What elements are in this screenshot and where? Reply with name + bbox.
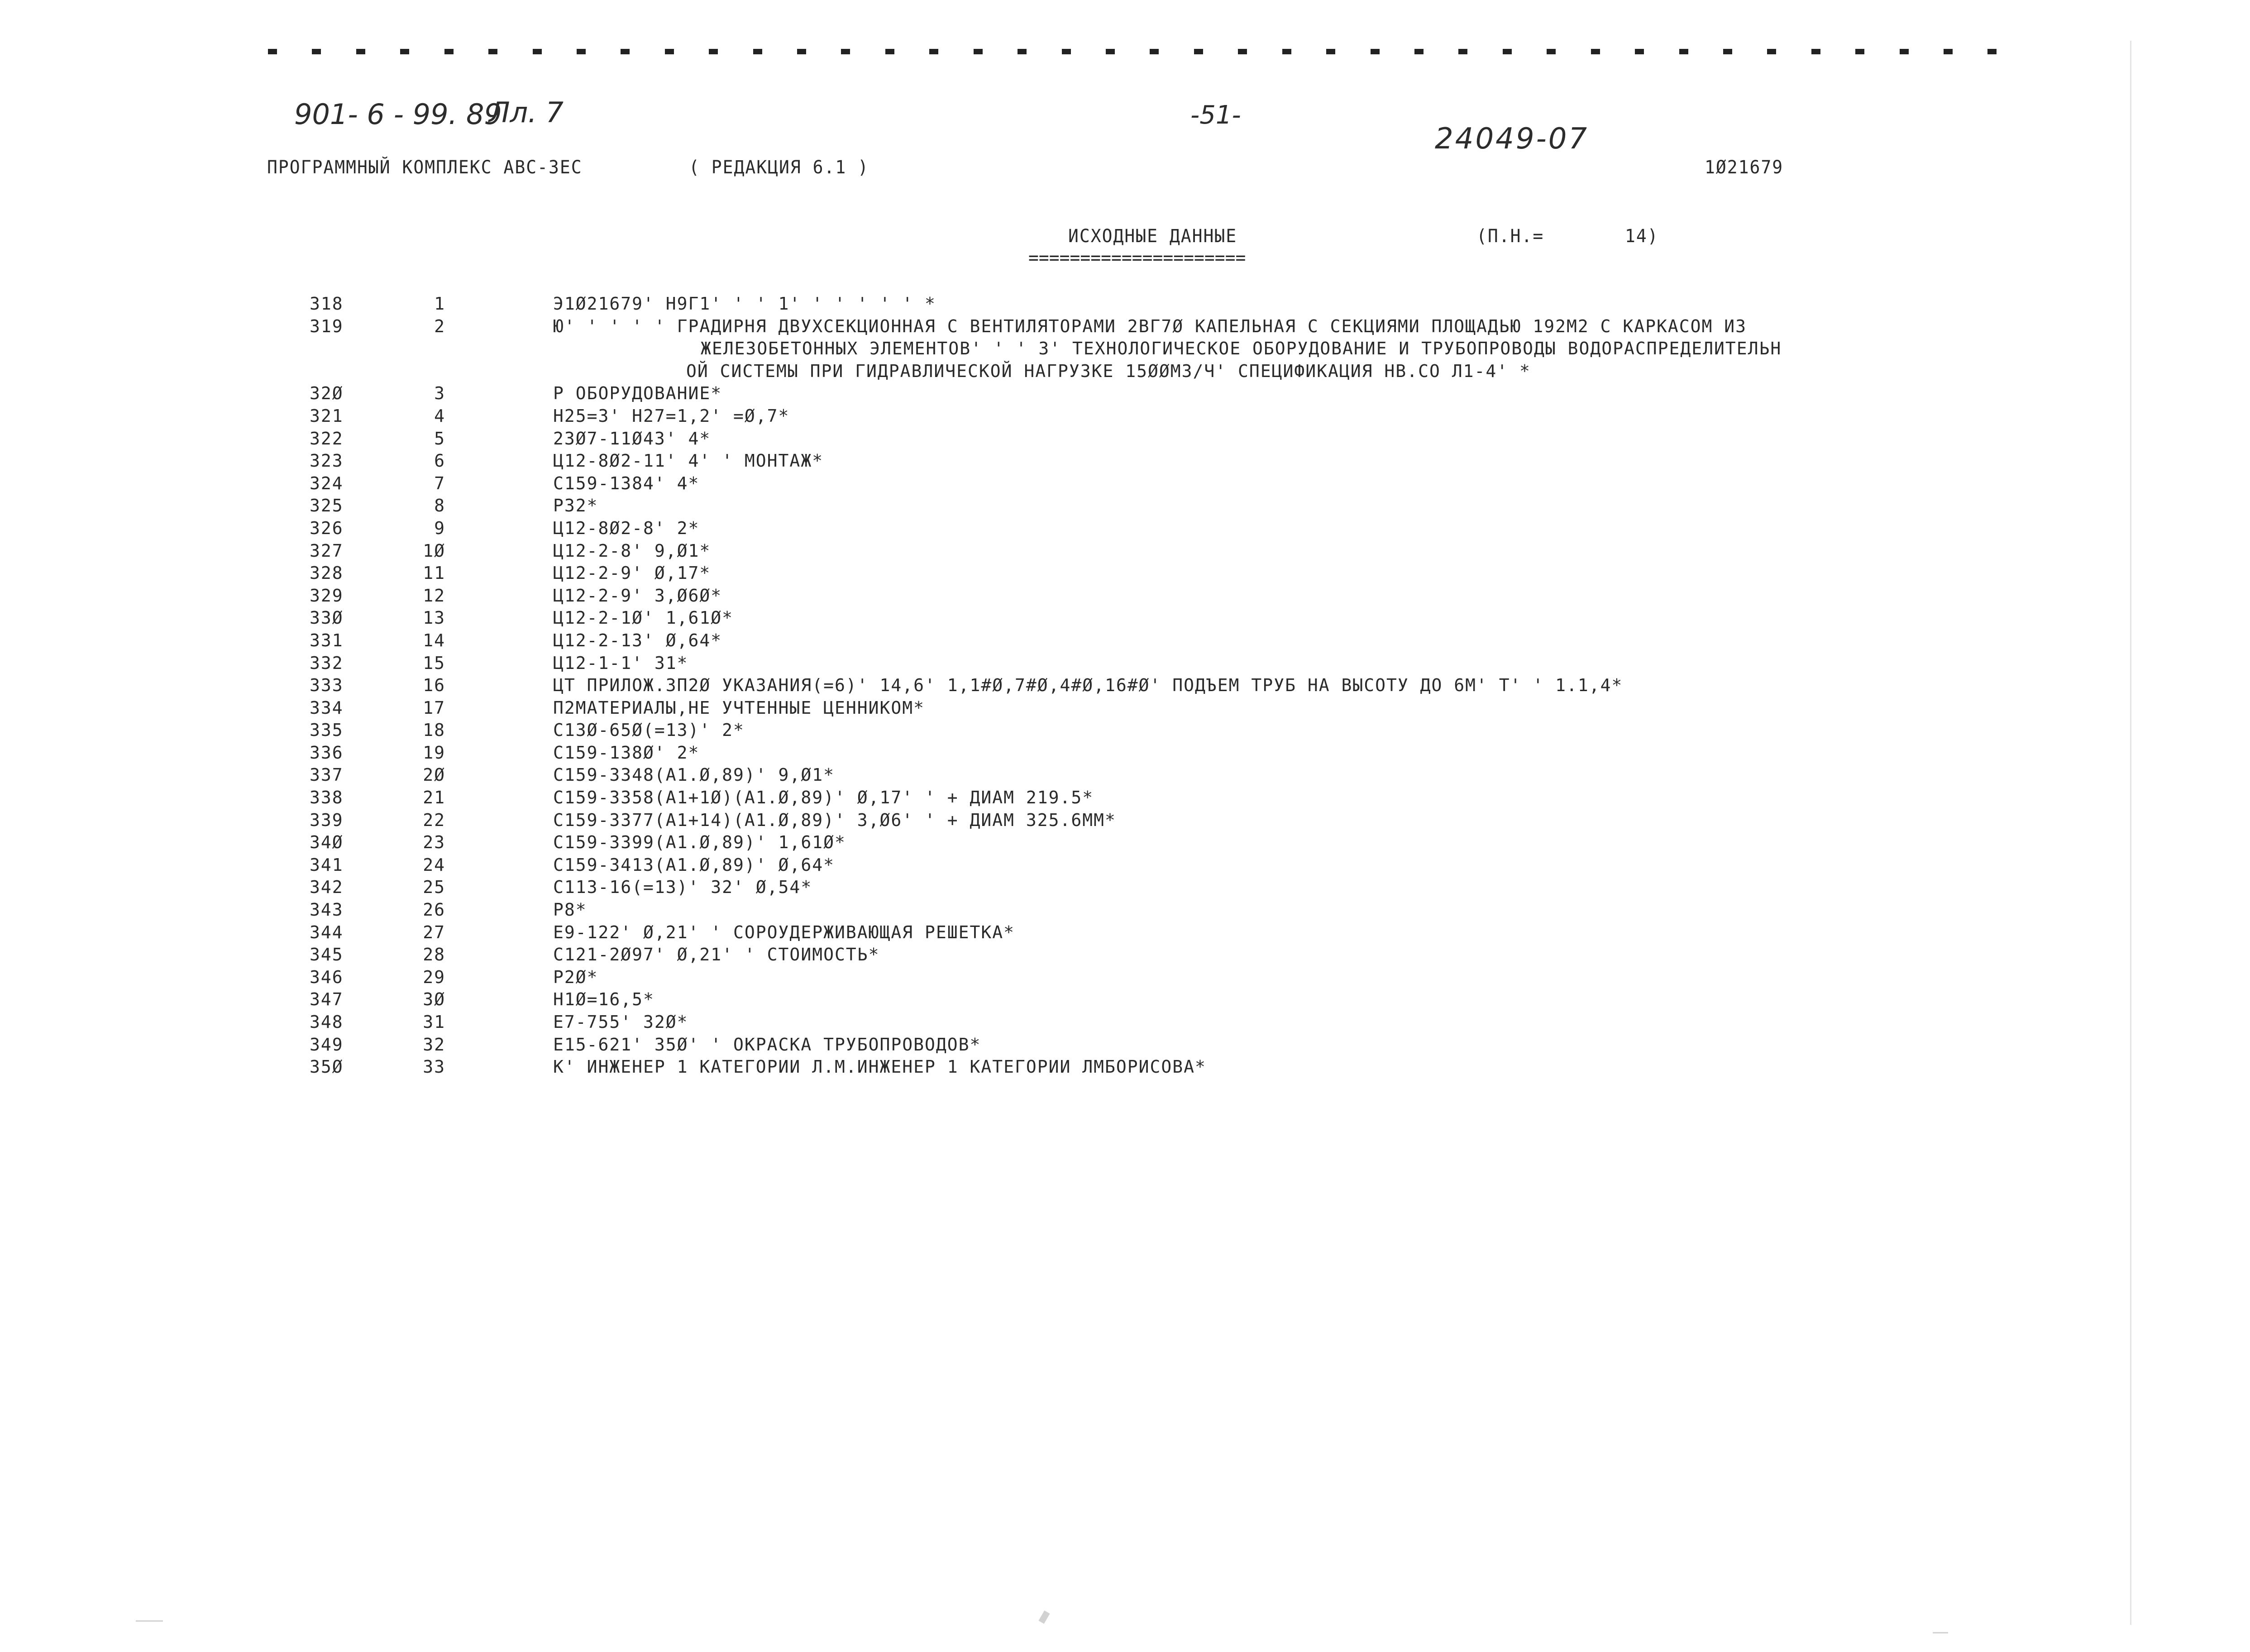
listing-row — [0, 697, 2250, 720]
listing-row — [0, 382, 2250, 405]
row-text: П2МАТЕРИАЛЫ,НЕ УЧТЕННЫЕ ЦЕННИКОМ* — [553, 697, 925, 718]
page-value: 14) — [1625, 225, 1659, 247]
row-seq: 25 — [423, 877, 445, 898]
listing-row — [0, 787, 2250, 809]
listing-row — [0, 315, 2250, 338]
listing-row — [0, 1079, 2250, 1101]
row-number: 323 — [310, 451, 344, 471]
row-text: Р8* — [553, 900, 587, 920]
listing-row — [0, 405, 2250, 428]
listing-row — [0, 607, 2250, 630]
row-seq: 3 — [434, 383, 445, 404]
row-number: 344 — [310, 922, 344, 942]
row-text: Ц12-2-13' Ø,64* — [553, 630, 722, 650]
row-number: 321 — [310, 406, 344, 426]
row-seq: 32 — [423, 1034, 445, 1055]
row-number: 338 — [310, 788, 344, 808]
row-seq: 23 — [423, 832, 445, 853]
row-number: 325 — [310, 496, 344, 516]
row-text: Ц12-2-9' Ø,17* — [553, 563, 711, 583]
row-seq: 5 — [434, 428, 445, 449]
row-text: ОЙ СИСТЕМЫ ПРИ ГИДРАВЛИЧЕСКОЙ НАГРУЗКЕ 15ØØМ3/Ч' СПЕЦИФИКАЦИЯ НВ.СО Л1-4' * — [686, 361, 1531, 381]
row-text: Р ОБОРУДОВАНИЕ* — [553, 383, 722, 404]
listing-row-continuation — [0, 360, 2250, 383]
row-seq: 2 — [434, 316, 445, 336]
scan-speck — [136, 1620, 163, 1622]
row-seq: 18 — [423, 720, 445, 740]
row-number: 343 — [310, 900, 344, 920]
row-number: 33Ø — [310, 608, 344, 628]
listing-row — [0, 293, 2250, 315]
row-text: Н1Ø=16,5* — [553, 989, 654, 1010]
row-seq: 4 — [434, 406, 445, 426]
row-number: 332 — [310, 653, 344, 673]
row-number: 347 — [310, 989, 344, 1010]
section-title: ИСХОДНЫЕ ДАННЫЕ — [1068, 225, 1237, 247]
listing-row — [0, 540, 2250, 563]
row-seq: 11 — [423, 563, 445, 583]
document-code: 1Ø21679 — [1705, 157, 1784, 178]
listing-row — [0, 1034, 2250, 1056]
row-text: 23Ø7-11Ø43' 4* — [553, 428, 711, 449]
scan-speck — [1933, 1632, 1948, 1633]
row-text: С121-2Ø97' Ø,21' ' СТОИМОСТЬ* — [553, 945, 880, 965]
row-number: 328 — [310, 563, 344, 583]
row-text: Е15-621' 35Ø' ' ОКРАСКА ТРУБОПРОВОДОВ* — [553, 1034, 981, 1055]
row-text: Р2Ø* — [553, 967, 598, 987]
row-number: 341 — [310, 855, 344, 875]
row-seq: 1 — [434, 294, 445, 314]
row-number: 346 — [310, 967, 344, 987]
row-text: С159-3377(А1+14)(А1.Ø,89)' 3,Ø6' ' + ДИАМ 325.6ММ* — [553, 810, 1116, 830]
row-text: С113-16(=13)' 32' Ø,54* — [553, 877, 812, 898]
row-seq: 21 — [423, 788, 445, 808]
handwritten-page-number: -51- — [1190, 100, 1241, 130]
row-number: 349 — [310, 1034, 344, 1055]
section-title-underline: ===================== — [1028, 247, 1246, 268]
listing-row — [0, 921, 2250, 944]
row-number: 348 — [310, 1012, 344, 1032]
row-text: Ц12-2-8' 9,Ø1* — [553, 540, 711, 561]
handwritten-archive-number: 24049-07 — [1435, 122, 1589, 156]
row-seq: 1Ø — [423, 540, 445, 561]
row-text: К' ИНЖЕНЕР 1 КАТЕГОРИИ Л.М.ИНЖЕНЕР 1 КАТЕГОРИИ ЛМБОРИСОВА* — [553, 1057, 1206, 1077]
scan-speck — [1038, 1610, 1050, 1624]
row-number: 333 — [310, 675, 344, 696]
listing-row — [0, 876, 2250, 899]
row-text: Ц12-2-9' 3,Ø6Ø* — [553, 585, 722, 606]
row-text: Ц12-1-1' 31* — [553, 653, 688, 673]
row-number: 324 — [310, 473, 344, 493]
row-text: С159-3399(А1.Ø,89)' 1,61Ø* — [553, 832, 846, 853]
row-seq: 31 — [423, 1012, 445, 1032]
listing-row — [0, 428, 2250, 450]
row-seq: 26 — [423, 900, 445, 920]
row-seq: 29 — [423, 967, 445, 987]
row-text: Ц12-2-1Ø' 1,61Ø* — [553, 608, 734, 628]
row-text: Р32* — [553, 496, 598, 516]
row-number: 318 — [310, 294, 344, 314]
row-number: 327 — [310, 540, 344, 561]
row-seq: 8 — [434, 496, 445, 516]
listing-row — [0, 674, 2250, 697]
listing-row — [0, 495, 2250, 517]
program-title: ПРОГРАММНЫЙ КОМПЛЕКС АВС-3ЕС — [267, 157, 583, 178]
row-seq: 12 — [423, 585, 445, 606]
row-number: 335 — [310, 720, 344, 740]
row-number: 337 — [310, 765, 344, 785]
row-text: Э1Ø21679' Н9Г1' ' ' 1' ' ' ' ' ' * — [553, 294, 936, 314]
row-seq: 6 — [434, 451, 445, 471]
row-text: С159-138Ø' 2* — [553, 742, 700, 763]
listing-row — [0, 652, 2250, 675]
row-number: 35Ø — [310, 1057, 344, 1077]
row-number: 334 — [310, 697, 344, 718]
listing-row — [0, 630, 2250, 652]
perforation-dashes — [268, 49, 1997, 54]
listing-row — [0, 1011, 2250, 1034]
program-edition: ( РЕДАКЦИЯ 6.1 ) — [689, 157, 869, 178]
row-seq: 9 — [434, 518, 445, 538]
row-seq: 2Ø — [423, 765, 445, 785]
listing-row — [0, 719, 2250, 742]
handwritten-sheet-number: Лл. 7 — [489, 96, 564, 129]
row-seq: 24 — [423, 855, 445, 875]
handwritten-project-code: 901- 6 - 99. 89 — [294, 98, 502, 131]
page-label: (П.Н.= — [1476, 225, 1544, 247]
row-text: С159-3348(А1.Ø,89)' 9,Ø1* — [553, 765, 835, 785]
row-text: Ц12-8Ø2-8' 2* — [553, 518, 700, 538]
listing-row — [0, 517, 2250, 540]
row-seq: 3Ø — [423, 989, 445, 1010]
row-text: Н25=3' Н27=1,2' =Ø,7* — [553, 406, 790, 426]
row-number: 339 — [310, 810, 344, 830]
row-seq: 14 — [423, 630, 445, 650]
row-seq: 19 — [423, 742, 445, 763]
row-number: 331 — [310, 630, 344, 650]
row-number: 322 — [310, 428, 344, 449]
listing-row — [0, 809, 2250, 832]
listing-row — [0, 473, 2250, 495]
listing-row — [0, 764, 2250, 787]
listing-row — [0, 450, 2250, 473]
listing-row — [0, 854, 2250, 877]
listing-row — [0, 944, 2250, 966]
row-seq: 17 — [423, 697, 445, 718]
row-text: С159-3358(А1+1Ø)(А1.Ø,89)' Ø,17' ' + ДИАМ 219.5* — [553, 788, 1094, 808]
row-number: 345 — [310, 945, 344, 965]
listing-row — [0, 1056, 2250, 1079]
listing-row — [0, 742, 2250, 764]
row-number: 329 — [310, 585, 344, 606]
row-seq: 22 — [423, 810, 445, 830]
row-text: Ю' ' ' ' ' ГРАДИРНЯ ДВУХСЕКЦИОННАЯ С ВЕНТИЛЯТОРАМИ 2ВГ7Ø КАПЕЛЬНАЯ С СЕКЦИЯМИ ПЛОЩАДЬЮ 192М2 С КАРКАСОМ ИЗ — [553, 316, 1747, 336]
row-text: Е7-755' 32Ø* — [553, 1012, 688, 1032]
listing-row-continuation — [0, 338, 2250, 360]
row-number: 336 — [310, 742, 344, 763]
row-seq: 7 — [434, 473, 445, 493]
listing-row — [0, 899, 2250, 921]
row-text: ЦТ ПРИЛОЖ.3П2Ø УКАЗАНИЯ(=6)' 14,6' 1,1#Ø,7#Ø,4#Ø,16#Ø' ПОДЪЕМ ТРУБ НА ВЫСОТУ ДО 6М' Т' ' 1.1,4* — [553, 675, 1623, 696]
row-number: 319 — [310, 316, 344, 336]
row-text: Ц12-8Ø2-11' 4' ' МОНТАЖ* — [553, 451, 824, 471]
row-text: С159-1384' 4* — [553, 473, 700, 493]
row-seq: 15 — [423, 653, 445, 673]
row-number: 326 — [310, 518, 344, 538]
row-seq: 16 — [423, 675, 445, 696]
listing-row — [0, 562, 2250, 585]
listing-row — [0, 831, 2250, 854]
listing-row — [0, 585, 2250, 607]
row-text: Е9-122' Ø,21' ' СОРОУДЕРЖИВАЮЩАЯ РЕШЕТКА* — [553, 922, 1015, 942]
listing-row — [0, 988, 2250, 1011]
row-seq: 33 — [423, 1057, 445, 1077]
row-text: С159-3413(А1.Ø,89)' Ø,64* — [553, 855, 835, 875]
row-seq: 27 — [423, 922, 445, 942]
listing-row — [0, 966, 2250, 989]
listing-rows — [0, 293, 2250, 1101]
row-text: ЖЕЛЕЗОБЕТОННЫХ ЭЛЕМЕНТОВ' ' ' 3' ТЕХНОЛОГИЧЕСКОЕ ОБОРУДОВАНИЕ И ТРУБОПРОВОДЫ ВОДОРАСПРЕДЕЛИТЕЛЬН — [701, 339, 1782, 359]
row-number: 34Ø — [310, 832, 344, 853]
row-number: 32Ø — [310, 383, 344, 404]
row-seq: 13 — [423, 608, 445, 628]
row-number: 342 — [310, 877, 344, 898]
row-text: С13Ø-65Ø(=13)' 2* — [553, 720, 745, 740]
row-seq: 28 — [423, 945, 445, 965]
